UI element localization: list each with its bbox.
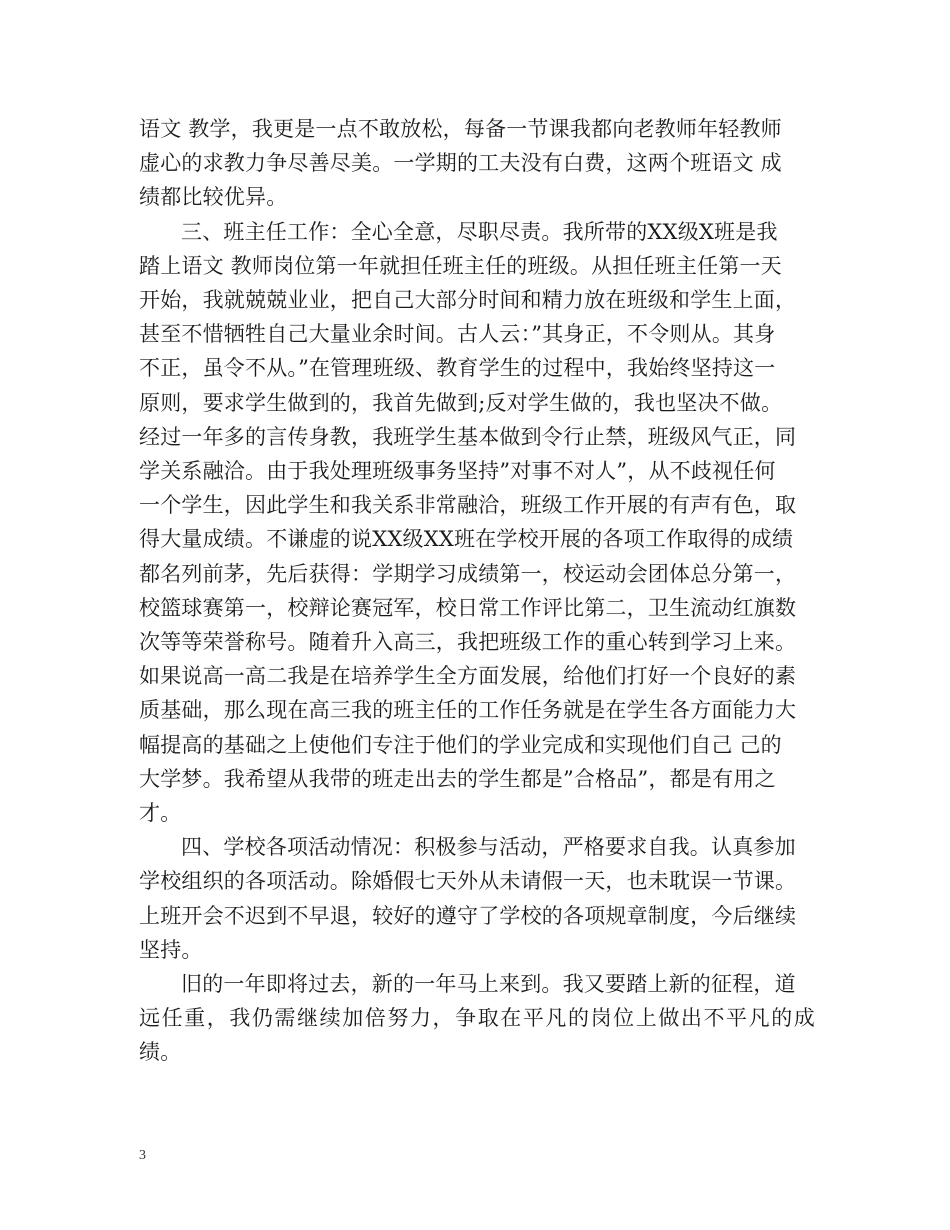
paragraph-conclusion bbox=[139, 967, 815, 1070]
text-line: 学关系融洽。由于我处理班级事务坚持”对事不对人”，从不歧视任何 bbox=[139, 459, 776, 484]
document-body bbox=[139, 112, 815, 1070]
text-line: 得大量成绩。不谦虚的说XX级XX班在学校开展的各项工作取得的成绩 bbox=[139, 527, 794, 552]
text-line: 旧的一年即将过去，新的一年马上来到。我又要踏上新的征程，道 bbox=[181, 972, 796, 997]
text-line: 如果说高一高二我是在培养学生全方面发展，给他们打好一个良好的素 bbox=[139, 664, 797, 689]
text-line: 甚至不惜牺牲自己大量业余时间。古人云：”其身正，不令则从。其身 bbox=[139, 322, 776, 347]
text-line: 三、班主任工作：全心全意，尽职尽责。我所带的XX级X班是我 bbox=[181, 219, 778, 244]
text-line: 远任重，我仍需继续加倍努力，争取在平凡的岗位上做出不平凡的成绩。 bbox=[139, 1006, 815, 1065]
text-line: 不正，虽令不从。”在管理班级、教育学生的过程中，我始终坚持这一 bbox=[139, 356, 776, 381]
text-line: 原则，要求学生做到的，我首先做到;反对学生做的，我也坚决不做。 bbox=[139, 390, 783, 415]
page-number: 3 bbox=[139, 1148, 146, 1163]
text-line: 幅提高的基础之上使他们专注于他们的学业完成和实现他们自己 己的 bbox=[139, 732, 782, 757]
text-line: 四、学校各项活动情况：积极参与活动，严格要求自我。认真参加 bbox=[181, 835, 796, 860]
text-line: 上班开会不迟到不早退，较好的遵守了学校的各项规章制度，今后继续 bbox=[139, 903, 797, 928]
text-line: 语文 教学，我更是一点不敢放松，每备一节课我都向老教师年轻教师 bbox=[139, 117, 782, 141]
text-line: 虚心的求教力争尽善尽美。一学期的工夫没有白费，这两个班语文 成 bbox=[139, 151, 782, 176]
text-line: 才。 bbox=[139, 801, 182, 826]
text-line: 坚持。 bbox=[139, 937, 203, 962]
paragraph-school-activities bbox=[139, 830, 815, 967]
paragraph-intro-continuation bbox=[139, 112, 815, 215]
text-line: 开始，我就兢兢业业，把自己大部分时间和精力放在班级和学生上面， bbox=[139, 288, 797, 313]
text-line: 次等等荣誉称号。随着升入高三，我把班级工作的重心转到学习上来。 bbox=[139, 630, 797, 655]
paragraph-class-teacher-work bbox=[139, 215, 815, 831]
text-line: 学校组织的各项活动。除婚假七天外从未请假一天，也未耽误一节课。 bbox=[139, 869, 797, 894]
text-line: 一个学生，因此学生和我关系非常融洽，班级工作开展的有声有色，取 bbox=[139, 493, 797, 518]
text-line: 都名列前茅，先后获得：学期学习成绩第一，校运动会团体总分第一， bbox=[139, 561, 797, 586]
text-line: 经过一年多的言传身教，我班学生基本做到令行止禁，班级风气正，同 bbox=[139, 424, 797, 449]
text-line: 大学梦。我希望从我带的班走出去的学生都是”合格品”，都是有用之 bbox=[139, 766, 776, 791]
text-line: 绩都比较优异。 bbox=[139, 185, 288, 210]
text-line: 校篮球赛第一，校辩论赛冠军，校日常工作评比第二，卫生流动红旗数 bbox=[139, 595, 797, 620]
text-line: 质基础，那么现在高三我的班主任的工作任务就是在学生各方面能力大 bbox=[139, 698, 797, 723]
text-line: 踏上语文 教师岗位第一年就担任班主任的班级。从担任班主任第一天 bbox=[139, 253, 782, 278]
